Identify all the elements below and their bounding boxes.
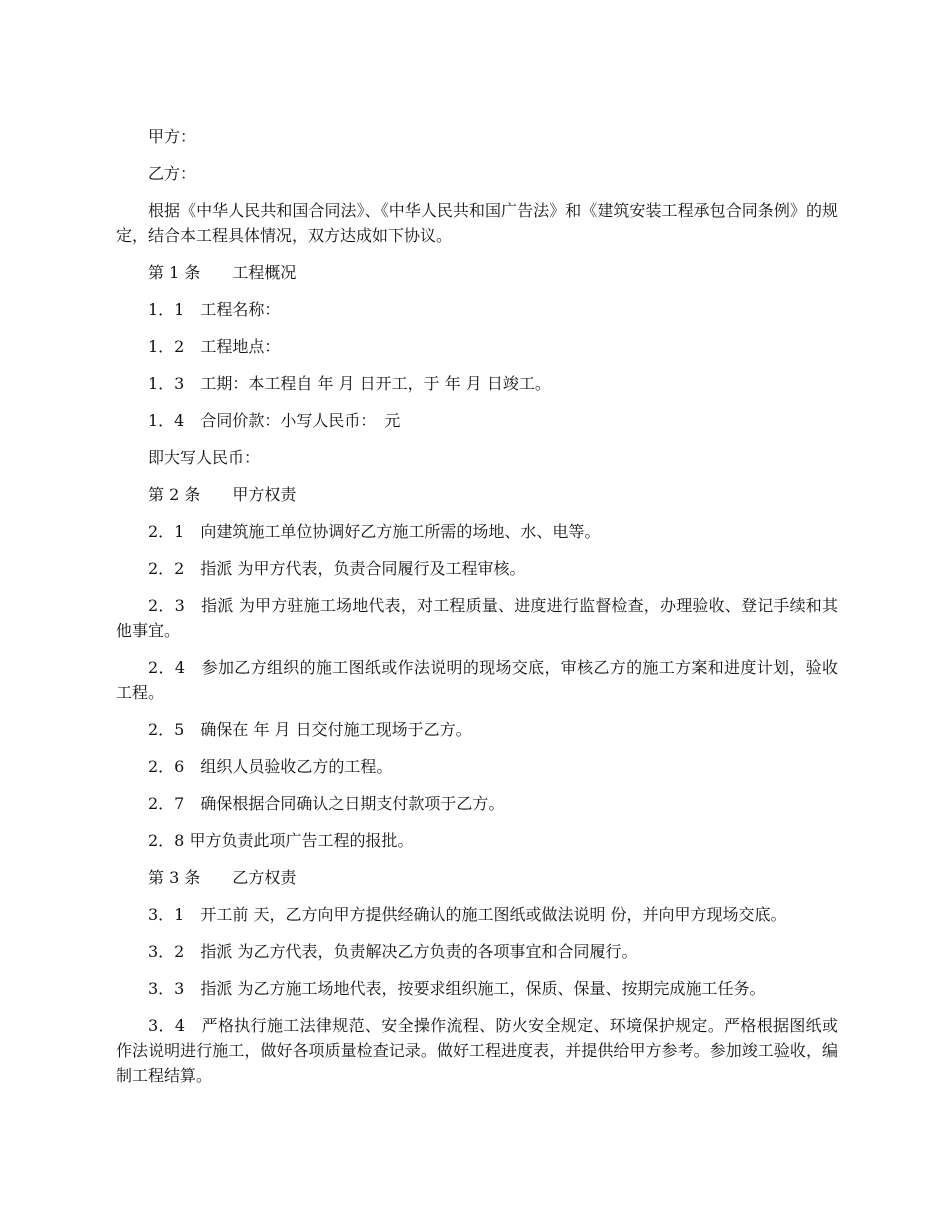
- clause-2-6: 2．6 组织人员验收乙方的工程。: [148, 757, 393, 776]
- clause-2-3: 2．3 指派 为甲方驻施工场地代表，对工程质量、进度进行监督检查，办理验收、登记手续和其他事宜。: [116, 596, 838, 640]
- clause-1-4: 1．4 合同价款：小写人民币： 元: [148, 411, 401, 430]
- preamble-paragraph: 根据《中华人民共和国合同法》、《中华人民共和国广告法》和《建筑安装工程承包合同条例》的规定，结合本工程具体情况，双方达成如下协议。: [116, 201, 838, 245]
- clause-3-1: 3．1 开工前 天，乙方向甲方提供经确认的施工图纸或做法说明 份，并向甲方现场交底。: [148, 905, 787, 924]
- clause-3-3: 3．3 指派 为乙方施工场地代表，按要求组织施工，保质、保量、按期完成施工任务。: [148, 979, 766, 998]
- clause-1-4-capital-amount: 即大写人民币：: [148, 448, 261, 467]
- clause-1-2: 1．2 工程地点：: [148, 337, 281, 356]
- article-3-heading: 第 3 条 乙方权责: [148, 868, 297, 887]
- clause-2-5: 2．5 确保在 年 月 日交付施工现场于乙方。: [148, 720, 472, 739]
- article-1-heading: 第 1 条 工程概况: [148, 263, 297, 282]
- clause-3-2: 3．2 指派 为乙方代表，负责解决乙方负责的各项事宜和合同履行。: [148, 942, 638, 961]
- clause-1-3: 1．3 工期：本工程自 年 月 日开工，于 年 月 日竣工。: [148, 374, 551, 393]
- clause-2-2: 2．2 指派 为甲方代表，负责合同履行及工程审核。: [148, 559, 526, 578]
- clause-2-1: 2．1 向建筑施工单位协调好乙方施工所需的场地、水、电等。: [148, 522, 601, 541]
- contract-body: [116, 124, 838, 1100]
- clause-2-8: 2．8 甲方负责此项广告工程的报批。: [148, 831, 414, 850]
- clause-1-1: 1．1 工程名称：: [148, 300, 281, 319]
- article-2-heading: 第 2 条 甲方权责: [148, 485, 297, 504]
- clause-2-4: 2．4 参加乙方组织的施工图纸或作法说明的现场交底，审核乙方的施工方案和进度计划，验收工程。: [116, 658, 838, 702]
- party-a-field: 甲方：: [148, 127, 197, 146]
- clause-3-4: 3．4 严格执行施工法律规范、安全操作流程、防火安全规定、环境保护规定。严格根据图纸或作法说明进行施工，做好各项质量检查记录。做好工程进度表，并提供给甲方参考。参加竣工验收，编制工程结算。: [116, 1016, 838, 1085]
- party-b-field: 乙方：: [148, 164, 197, 183]
- clause-2-7: 2．7 确保根据合同确认之日期支付款项于乙方。: [148, 794, 505, 813]
